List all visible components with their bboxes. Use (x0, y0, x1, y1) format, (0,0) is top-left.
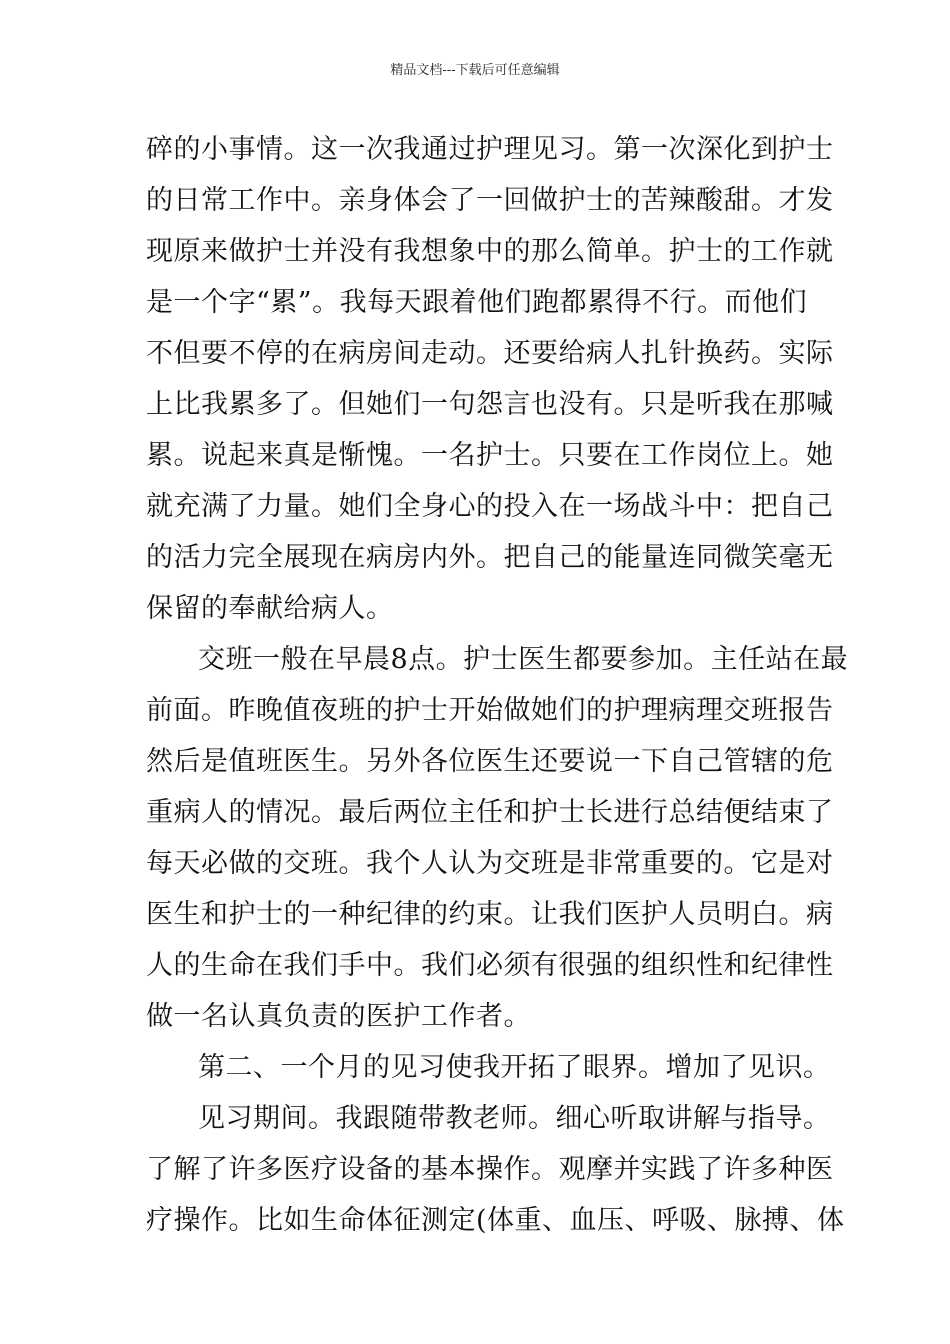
text-line: 现原来做护士并没有我想象中的那么简单。护士的工作就 (146, 236, 834, 267)
text-line: 累。说起来真是惭愧。一名护士。只要在工作岗位上。她 (146, 440, 834, 471)
paragraph-start-line: 见习期间。我跟随带教老师。细心听取讲解与指导。 (198, 1103, 831, 1134)
text-line: 重病人的情况。最后两位主任和护士长进行总结便结束了 (146, 797, 834, 828)
paragraph-start-line: 交班一般在早晨8点。护士医生都要参加。主任站在最 (198, 644, 849, 675)
paragraph-start-line: 第二、一个月的见习使我开拓了眼界。增加了见识。 (198, 1052, 831, 1083)
text-line: 不但要不停的在病房间走动。还要给病人扎针换药。实际 (146, 338, 834, 369)
text-line: 每天必做的交班。我个人认为交班是非常重要的。它是对 (146, 848, 834, 879)
text-line: 保留的奉献给病人。 (146, 593, 394, 624)
text-line: 然后是值班医生。另外各位医生还要说一下自己管辖的危 (146, 746, 834, 777)
text-line: 碎的小事情。这一次我通过护理见习。第一次深化到护士 (146, 134, 834, 165)
text-line: 疗操作。比如生命体征测定(体重、血压、呼吸、脉搏、体 (146, 1205, 845, 1236)
page-header: 精品文档---下载后可任意编辑 (390, 63, 560, 78)
text-line: 做一名认真负责的医护工作者。 (146, 1001, 531, 1032)
text-line: 的活力完全展现在病房内外。把自己的能量连同微笑毫无 (146, 542, 834, 573)
text-line: 前面。昨晚值夜班的护士开始做她们的护理病理交班报告 (146, 695, 834, 726)
text-line: 了解了许多医疗设备的基本操作。观摩并实践了许多种医 (146, 1154, 834, 1185)
text-line: 医生和护士的一种纪律的约束。让我们医护人员明白。病 (146, 899, 834, 930)
text-line: 就充满了力量。她们全身心的投入在一场战斗中：把自己 (146, 491, 834, 522)
document-body (146, 124, 849, 1246)
text-line: 人的生命在我们手中。我们必须有很强的组织性和纪律性 (146, 950, 834, 981)
text-line: 上比我累多了。但她们一句怨言也没有。只是听我在那喊 (146, 389, 834, 420)
text-line: 的日常工作中。亲身体会了一回做护士的苦辣酸甜。才发 (146, 185, 834, 216)
text-line: 是一个字“累”。我每天跟着他们跑都累得不行。而他们 (146, 287, 808, 318)
